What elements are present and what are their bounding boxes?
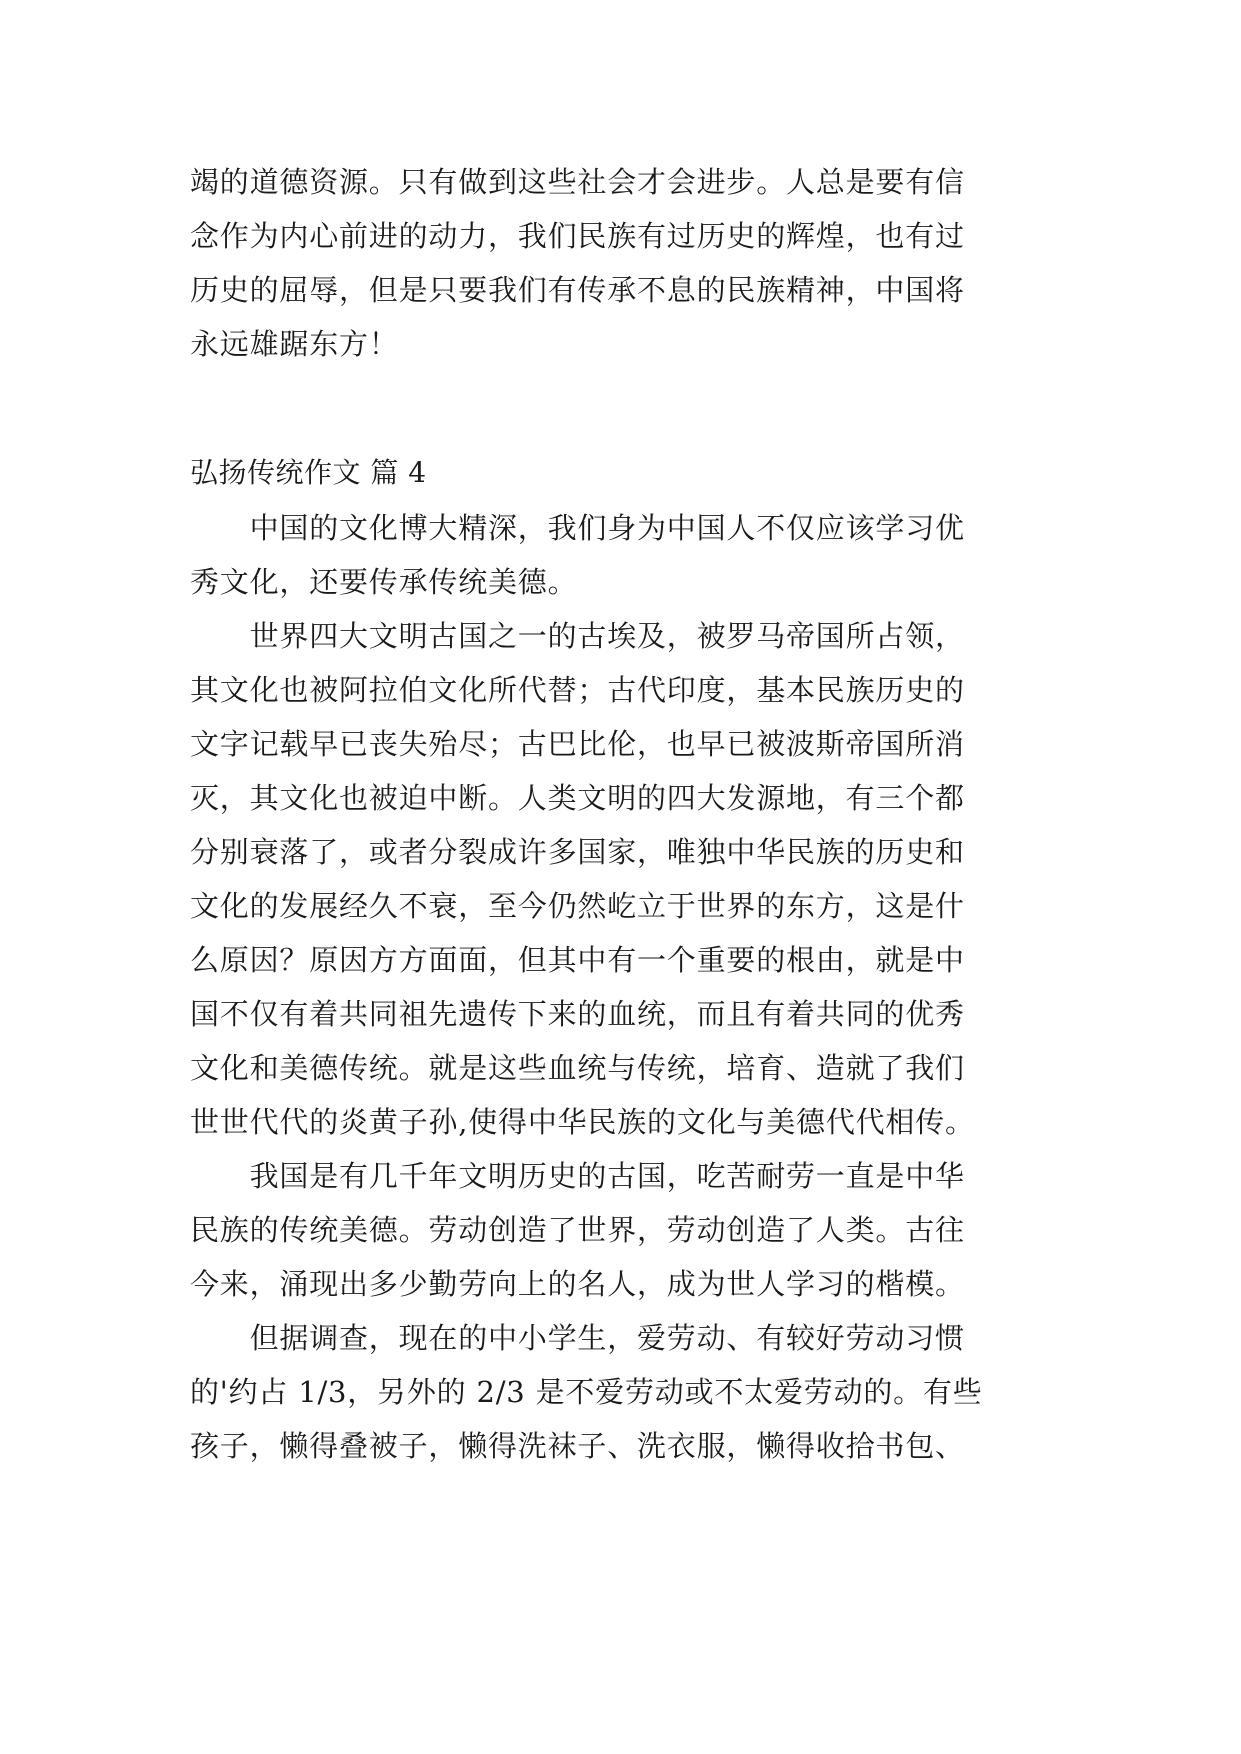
section-title: 弘扬传统作文 篇 4 <box>190 456 427 489</box>
text-line: 世世代代的炎黄子孙,使得中华民族的文化与美德代代相传。 <box>190 1105 975 1139</box>
text-line: 孩子，懒得叠被子，懒得洗袜子、洗衣服，懒得收拾书包、 <box>190 1429 965 1463</box>
text-line: 竭的道德资源。只有做到这些社会才会进步。人总是要有信 <box>190 165 965 199</box>
text-line: 国不仅有着共同祖先遗传下来的血统，而且有着共同的优秀 <box>190 997 965 1031</box>
text-line: 但据调查，现在的中小学生，爱劳动、有较好劳动习惯 <box>190 1321 965 1355</box>
text-line: 念作为内心前进的动力，我们民族有过历史的辉煌，也有过 <box>190 219 965 253</box>
text-line: 文化和美德传统。就是这些血统与传统，培育、造就了我们 <box>190 1051 965 1085</box>
text-line: 分别衰落了，或者分裂成许多国家，唯独中华民族的历史和 <box>190 835 965 869</box>
text-line: 文字记载早已丧失殆尽；古巴比伦，也早已被波斯帝国所消 <box>190 727 965 761</box>
text-line: 其文化也被阿拉伯文化所代替；古代印度，基本民族历史的 <box>190 673 965 707</box>
text-line: 我国是有几千年文明历史的古国，吃苦耐劳一直是中华 <box>190 1159 965 1193</box>
text-line: 世界四大文明古国之一的古埃及，被罗马帝国所占领， <box>190 619 965 653</box>
text-line: 中国的文化博大精深，我们身为中国人不仅应该学习优 <box>190 511 965 545</box>
text-line: 么原因？原因方方面面，但其中有一个重要的根由，就是中 <box>190 943 965 977</box>
text-line: 文化的发展经久不衰，至今仍然屹立于世界的东方，这是什 <box>190 889 965 923</box>
text-line: 灭，其文化也被迫中断。人类文明的四大发源地，有三个都 <box>190 781 965 815</box>
text-line: 秀文化，还要传承传统美德。 <box>190 565 578 599</box>
text-line: 永远雄踞东方！ <box>190 327 399 361</box>
text-line: 历史的屈辱，但是只要我们有传承不息的民族精神，中国将 <box>190 273 965 307</box>
text-line: 的'约占 1/3，另外的 2/3 是不爱劳动或不太爱劳动的。有些 <box>190 1375 983 1409</box>
text-line: 今来，涌现出多少勤劳向上的名人，成为世人学习的楷模。 <box>190 1267 965 1301</box>
text-line: 民族的传统美德。劳动创造了世界，劳动创造了人类。古往 <box>190 1213 965 1247</box>
